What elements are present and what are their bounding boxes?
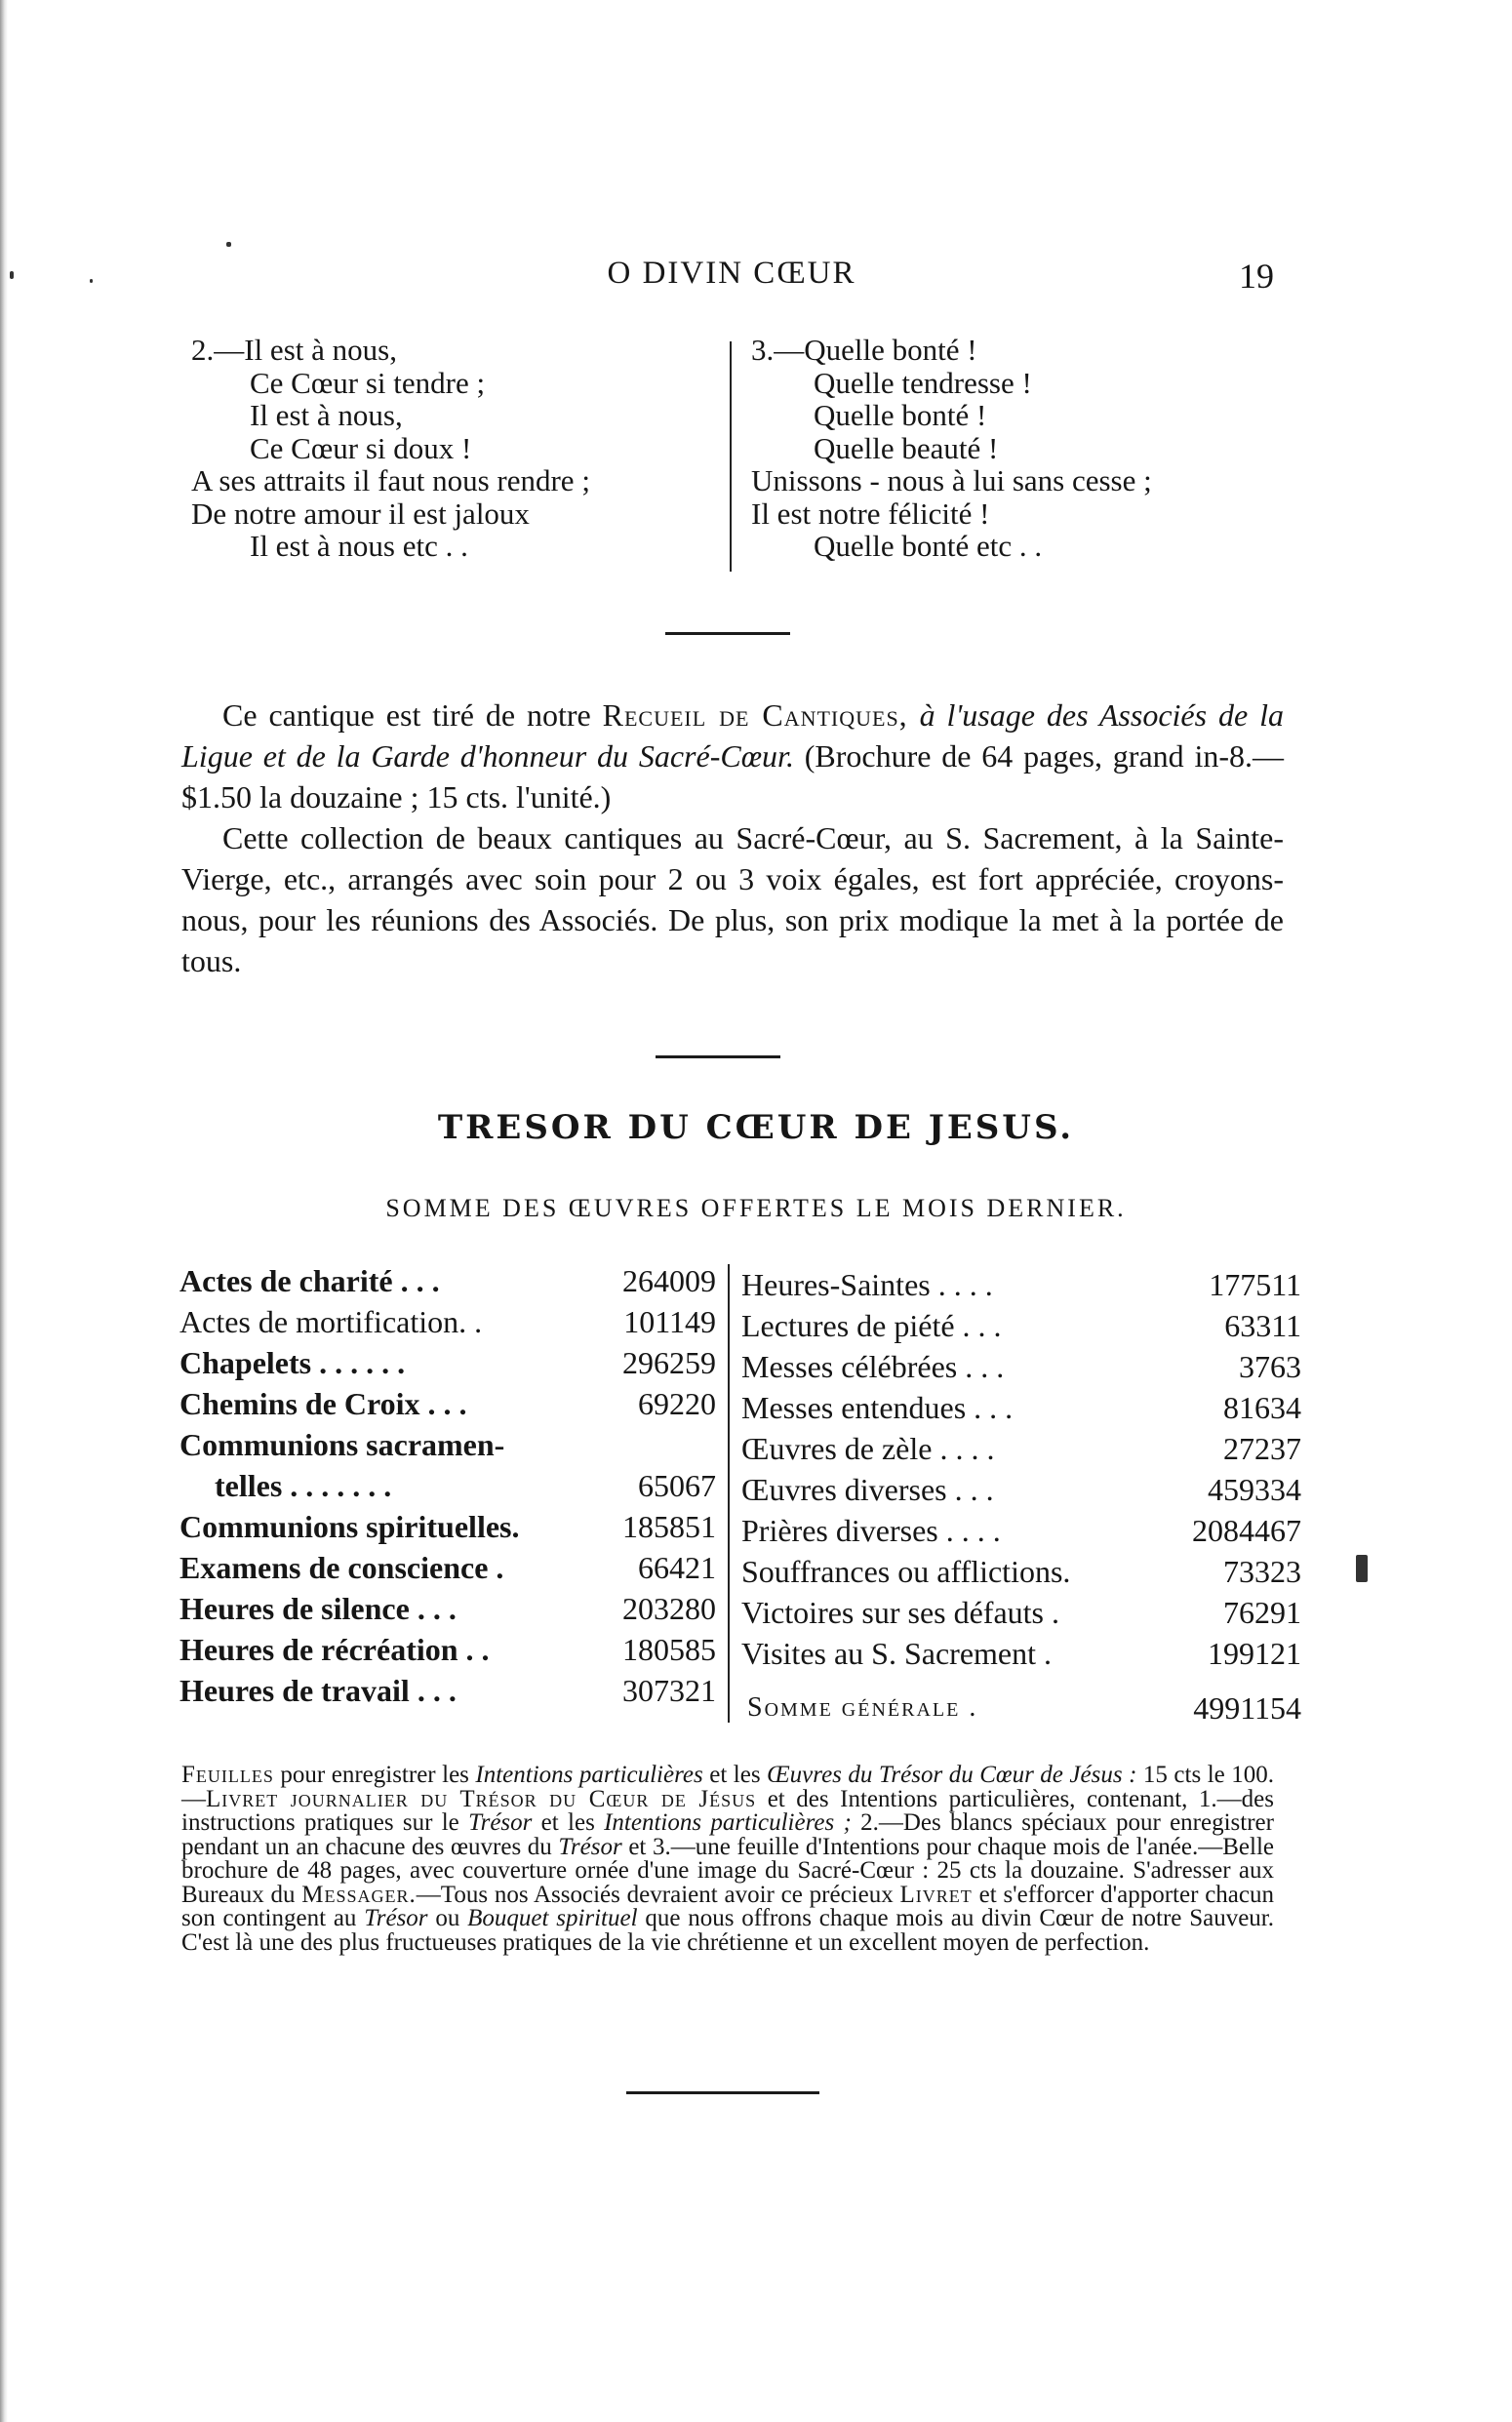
tally-value: 65067 <box>638 1468 716 1503</box>
tally-row <box>741 1264 1301 1305</box>
tally-row <box>179 1383 716 1424</box>
tally-label: Communions spirituelles. <box>179 1509 520 1544</box>
tally-label: Heures de récréation . . <box>179 1632 490 1667</box>
note-book-subtitle: à l'usage des Associés de la Ligue et de la Garde d'honneur du Sacré-Cœur. <box>181 697 1285 774</box>
notice-text: Livret <box>899 1881 973 1908</box>
notice-text: —Tous nos Associés devraient avoir ce précieux <box>416 1881 900 1908</box>
tally-row <box>179 1465 716 1506</box>
tally-value: 76291 <box>1223 1595 1301 1630</box>
tally-row <box>179 1670 716 1711</box>
note-book-title: Recueil de Cantiques, <box>602 697 908 733</box>
notice-text: et 3.—une feuille d'Intentions pour chaque mois de l'anée.—Belle brochure de 48 pages, avec couverture ornée d'une image du Sacré-Cœur : 25 cts la douzaine. S'adresser aux Bureaux du <box>181 1833 1274 1908</box>
verse-line: De notre amour il est jaloux <box>191 496 530 531</box>
tally-row <box>741 1469 1301 1510</box>
section-rule <box>665 632 790 635</box>
verse-line: Ce Cœur si tendre ; <box>250 365 486 400</box>
tally-value: 69220 <box>638 1386 716 1421</box>
tally-label: Heures-Saintes . . . . <box>741 1267 993 1302</box>
stanza-2 <box>191 334 718 563</box>
tally-value: 459334 <box>1208 1472 1301 1507</box>
tally-value: 185851 <box>622 1509 716 1544</box>
tally-value: 66421 <box>638 1550 716 1585</box>
booklet-notice <box>181 1764 1274 1955</box>
hymnal-note-paragraph <box>181 695 1284 817</box>
running-title: O DIVIN CŒUR <box>607 256 856 291</box>
tally-label: Œuvres diverses . . . <box>741 1472 994 1507</box>
tally-value: 199121 <box>1208 1636 1301 1671</box>
stanza-divider <box>730 341 732 572</box>
note-price: (Brochure de 64 pages, grand in-8.—$1.50 la douzaine ; 15 cts. l'unité.) <box>181 738 1285 814</box>
notice-text: que nous offrons chaque mois au divin Cœur de notre Sauveur. C'est là une des plus fructueuses pratiques de la vie chrétienne et un excellent moyen de perfection. <box>181 1905 1274 1956</box>
notice-text: Intentions particulières <box>475 1762 703 1788</box>
notice-text: et les <box>532 1809 605 1836</box>
notice-text: et s'efforcer d'apporter chacun son contingent au <box>181 1881 1274 1931</box>
verse-line: 3.—Quelle bonté ! <box>751 333 977 367</box>
treasure-title: TRESOR DU CŒUR DE JESUS. <box>437 1108 1075 1147</box>
scan-speck <box>226 242 231 247</box>
tally-row <box>179 1547 716 1588</box>
tally-value: 73323 <box>1223 1554 1301 1589</box>
notice-text: Bouquet spirituel <box>467 1905 638 1931</box>
notice-text: Livret journalier du Trésor du Cœur de Jésus <box>206 1785 757 1812</box>
tally-row <box>741 1592 1301 1633</box>
scan-speck <box>1356 1555 1368 1582</box>
section-rule <box>656 1055 780 1058</box>
page-number: 19 <box>1239 257 1274 296</box>
tally-label: Lectures de piété . . . <box>741 1308 1002 1343</box>
notice-text: Trésor <box>558 1833 622 1860</box>
tally-label: Œuvres de zèle . . . . <box>741 1431 995 1466</box>
tally-row <box>741 1387 1301 1428</box>
tally-label: Victoires sur ses défauts . <box>741 1595 1059 1630</box>
notice-text: Trésor <box>364 1905 428 1931</box>
tally-label: Prières diverses . . . . <box>741 1513 1001 1548</box>
tally-row <box>179 1629 716 1670</box>
tally-row <box>741 1346 1301 1387</box>
tally-row <box>179 1260 716 1301</box>
notice-text: ou <box>427 1905 468 1931</box>
tally-label: Messes entendues . . . <box>741 1390 1014 1425</box>
verse-line: Quelle bonté etc . . <box>814 529 1043 563</box>
tally-value: 63311 <box>1224 1308 1301 1343</box>
notice-text: et des Intentions particulières, contenant, 1.—des instructions pratiques sur le <box>181 1785 1274 1836</box>
tally-row <box>741 1510 1301 1551</box>
tally-value: 27237 <box>1223 1431 1301 1466</box>
verse-line: Il est à nous etc . . <box>250 529 468 563</box>
tally-label: Examens de conscience . <box>179 1550 504 1585</box>
tally-column-divider <box>728 1264 730 1723</box>
notice-text: et les <box>702 1762 768 1788</box>
note-text: Ce cantique est tiré de notre <box>222 697 603 733</box>
section-rule <box>626 2091 819 2094</box>
tally-total-row <box>741 1687 1301 1728</box>
tally-label: telles . . . . . . . <box>215 1468 392 1503</box>
verse-line: Quelle beauté ! <box>814 430 999 465</box>
tally-total-value: 4991154 <box>1193 1690 1301 1726</box>
tally-value: 296259 <box>622 1345 716 1380</box>
tally-label: Chemins de Croix . . . <box>179 1386 467 1421</box>
tally-row <box>179 1301 716 1342</box>
notice-text: pour enregistrer les <box>273 1762 476 1788</box>
verse-line: Quelle tendresse ! <box>814 365 1032 400</box>
notice-text: Messager. <box>301 1881 417 1908</box>
tally-row <box>741 1428 1301 1469</box>
tally-value: 264009 <box>622 1263 716 1298</box>
tally-value: 177511 <box>1209 1267 1301 1302</box>
tally-total-label: Somme générale . <box>747 1692 978 1723</box>
tally-label: Heures de travail . . . <box>179 1673 457 1708</box>
verse-line: Ce Cœur si doux ! <box>250 430 472 465</box>
notice-text: 15 cts le 100.— <box>181 1762 1274 1812</box>
verse-line: 2.—Il est à nous, <box>191 333 397 367</box>
tally-label: Heures de silence . . . <box>179 1591 457 1626</box>
tally-row <box>179 1588 716 1629</box>
notice-text: Trésor <box>468 1809 533 1836</box>
notice-text: Œuvres du Trésor du Cœur de Jésus : <box>767 1762 1137 1788</box>
verse-line: Il est notre félicité ! <box>751 496 990 531</box>
tally-value: 3763 <box>1239 1349 1301 1384</box>
notice-text: 2.—Des blancs spéciaux pour enregistrer pendant un an chacune des œuvres du <box>181 1809 1274 1860</box>
tally-row <box>741 1551 1301 1592</box>
tally-label: Communions sacramen- <box>179 1427 505 1462</box>
tally-value: 307321 <box>622 1673 716 1708</box>
tally-value: 2084467 <box>1192 1513 1301 1548</box>
verse-line: Quelle bonté ! <box>814 398 987 432</box>
treasure-subtitle: SOMME DES ŒUVRES OFFERTES LE MOIS DERNIER. <box>385 1194 1127 1222</box>
hymn-stanzas <box>191 334 1293 576</box>
tally-value: 81634 <box>1223 1390 1301 1425</box>
tally-label: Actes de charité . . . <box>179 1263 440 1298</box>
treasure-tally-table <box>179 1260 1301 1748</box>
tally-label: Visites au S. Sacrement . <box>741 1636 1053 1671</box>
verse-line: Unissons - nous à lui sans cesse ; <box>751 463 1152 497</box>
hymnal-note <box>181 695 1284 981</box>
verse-line: Il est à nous, <box>250 398 403 432</box>
tally-value: 203280 <box>622 1591 716 1626</box>
notice-text: Feuilles <box>181 1762 274 1788</box>
tally-row <box>741 1633 1301 1674</box>
collection-paragraph: Cette collection de beaux cantiques au Sacré-Cœur, au S. Sacrement, à la Sainte-Vierge, etc., arrangés avec soin pour 2 ou 3 voix égales, est fort appréciée, croyons-nous, pour les réunions des Associés. De plus, son prix modique la met à la portée de tous. <box>181 820 1284 978</box>
running-head <box>0 256 1512 295</box>
tally-row <box>179 1424 716 1465</box>
tally-row <box>179 1342 716 1383</box>
tally-row <box>179 1506 716 1547</box>
tally-label: Actes de mortification. . <box>179 1304 483 1339</box>
verse-line: A ses attraits il faut nous rendre ; <box>191 463 590 497</box>
tally-label: Chapelets . . . . . . <box>179 1345 406 1380</box>
notice-text: Intentions particulières ; <box>604 1809 852 1836</box>
tally-value: 101149 <box>623 1304 716 1339</box>
stanza-3 <box>751 334 1297 563</box>
tally-label: Messes célébrées . . . <box>741 1349 1005 1384</box>
tally-label: Souffrances ou afflictions. <box>741 1554 1071 1589</box>
tally-value: 180585 <box>622 1632 716 1667</box>
tally-row <box>741 1305 1301 1346</box>
